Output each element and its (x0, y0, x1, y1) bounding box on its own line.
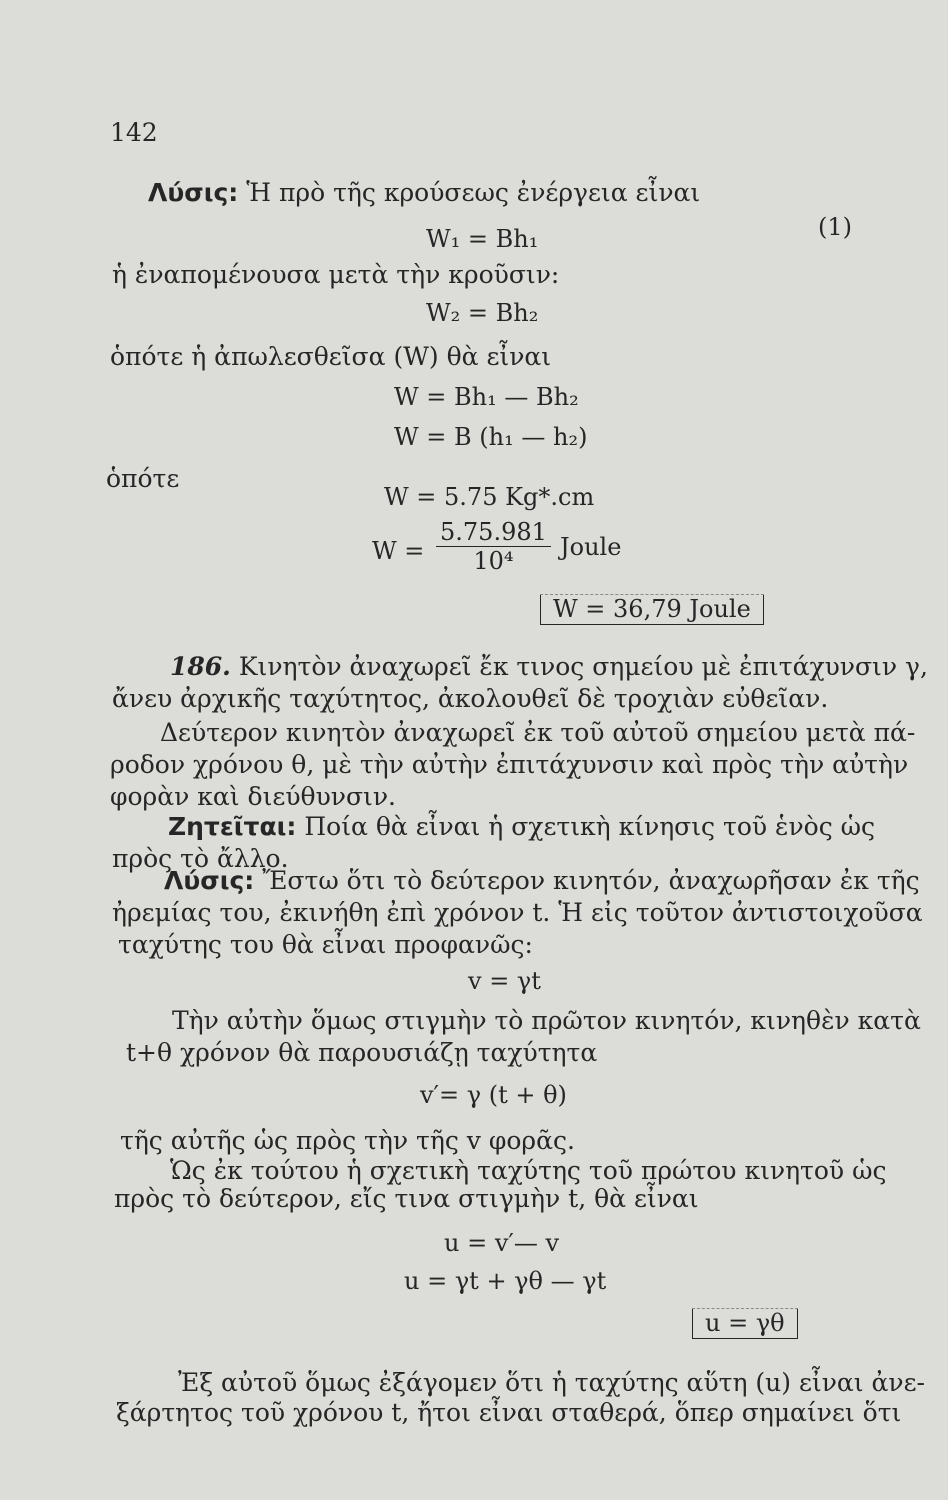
question-line (168, 812, 875, 842)
first-body-text-2: t+θ χρόνον θὰ παρουσιάζῃ ταχύτητα (126, 1038, 598, 1067)
lost-energy-text: ὁπότε ἡ ἀπωλεσθεῖσα (W) θὰ εἶναι (110, 342, 552, 371)
equation-1-number: (1) (818, 213, 852, 241)
boxed-result-velocity: u = γθ (692, 1308, 798, 1339)
relative-text-1: Ὡς ἐκ τούτου ἡ σχετικὴ ταχύτης τοῦ πρώτου κινητοῦ ὡς (170, 1156, 887, 1185)
same-direction-text: τῆς αὐτῆς ὡς πρὸς τὴν τῆς v φορᾶς. (120, 1126, 575, 1155)
equation-v-prime: v′= γ (t + θ) (420, 1081, 567, 1109)
solution2-label: Λύσις: (164, 866, 255, 895)
solution-intro: Ἡ πρὸ τῆς κρούσεως ἐνέργεια εἶναι (246, 178, 701, 207)
problem-text-1: Κινητὸν ἀναχωρεῖ ἔκ τινος σημείου μὲ ἐπιτάχυνσιν γ, (238, 652, 928, 681)
remaining-energy-text: ἡ ἐναπομένουσα μετὰ τὴν κροῦσιν: (112, 260, 560, 289)
solution2-text-3: ταχύτης του θὰ εἶναι προφανῶς: (118, 930, 533, 959)
solution2-line-1 (164, 866, 920, 896)
solution-line-1 (148, 178, 700, 208)
equation-6-unit: Joule (560, 533, 622, 561)
first-body-text-1: Τὴν αὐτὴν ὅμως στιγμὴν τὸ πρῶτον κινητόν, κινηθὲν κατὰ (172, 1006, 921, 1035)
equation-6-lhs: W = (372, 537, 425, 565)
equation-u-1: u = v′— v (444, 1229, 560, 1257)
problem-text-5: φορὰν καὶ διεύθυνσιν. (110, 782, 396, 811)
question-text-2: πρὸς τὸ ἄλλο. (112, 844, 289, 873)
conclusion-text-1: Ἐξ αὐτοῦ ὅμως ἐξάγομεν ὅτι ἡ ταχύτης αὕτη (u) εἶναι ἀνε- (178, 1368, 926, 1397)
hence-word: ὁπότε (106, 464, 180, 493)
question-label: Ζητεῖται: (168, 812, 297, 841)
fraction-numerator: 5.75.981 (436, 518, 551, 547)
problem-text-4: ροδον χρόνου θ, μὲ τὴν αὐτὴν ἐπιτάχυνσιν καὶ πρὸς τὴν αὐτὴν (110, 750, 909, 779)
solution2-text-2: ἠρεμίας του, ἐκινήθη ἐπὶ χρόνον t. Ἡ εἰς τοῦτον ἀντιστοιχοῦσα (112, 898, 923, 927)
equation-2: W₂ = Bh₂ (426, 299, 539, 327)
fraction-denominator: 10⁴ (473, 547, 514, 575)
equation-6-fraction (436, 518, 551, 575)
solution2-text-1: Ἔστω ὅτι τὸ δεύτερον κινητόν, ἀναχωρῆσαν ἐκ τῆς (262, 866, 920, 895)
conclusion-text-2: ξάρτητος τοῦ χρόνου t, ἤτοι εἶναι σταθερά, ὅπερ σημαίνει ὅτι (116, 1398, 902, 1427)
solution-label: Λύσις: (148, 178, 239, 207)
equation-4: W = B (h₁ — h₂) (394, 423, 588, 451)
equation-3: W = Bh₁ — Bh₂ (394, 383, 579, 411)
problem-line-1 (170, 652, 928, 682)
problem-text-3: Δεύτερον κινητὸν ἀναχωρεῖ ἐκ τοῦ αὐτοῦ σημείου μετὰ πά- (160, 718, 916, 747)
equation-1: W₁ = Bh₁ (426, 225, 539, 253)
problem-number: 186. (170, 652, 231, 681)
problem-text-2: ἄνευ ἀρχικῆς ταχύτητος, ἀκολουθεῖ δὲ τροχιὰν εὐθεῖαν. (112, 684, 829, 713)
boxed-result-energy: W = 36,79 Joule (540, 594, 764, 625)
relative-text-2: πρὸς τὸ δεύτερον, εἴς τινα στιγμὴν t, θὰ εἶναι (114, 1184, 699, 1213)
page-number: 142 (110, 118, 158, 147)
question-text: Ποία θὰ εἶναι ἡ σχετικὴ κίνησις τοῦ ἑνὸς ὡς (304, 812, 876, 841)
equation-v: v = γt (468, 967, 541, 995)
equation-5: W = 5.75 Kg*.cm (384, 483, 595, 511)
equation-u-2: u = γt + γθ — γt (404, 1267, 607, 1295)
